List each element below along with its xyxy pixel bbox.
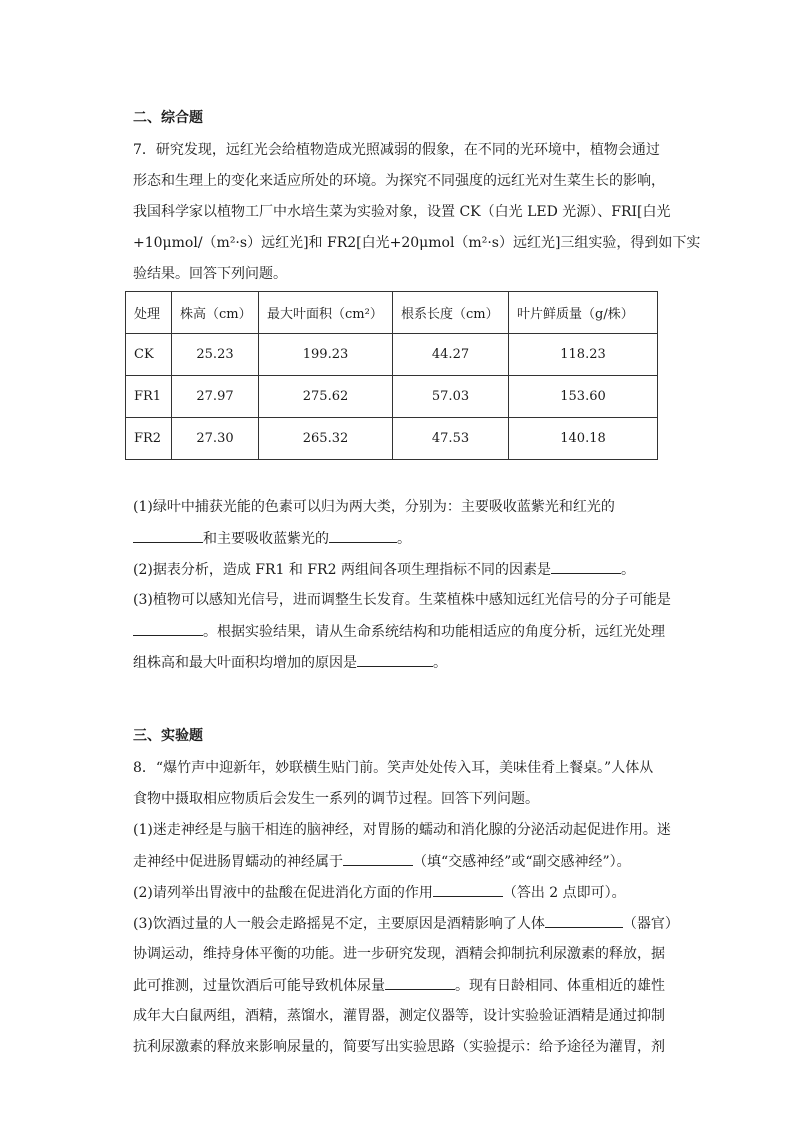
answer-blank[interactable] xyxy=(133,621,203,636)
q7-text-line-1: 7．研究发现，远红光会给植物造成光照减弱的假象，在不同的光环境中，植物会通过 xyxy=(133,142,660,158)
q7-sub1-end: 。 xyxy=(397,531,411,547)
q8-sub3-text: （器官） xyxy=(622,916,679,932)
table-cell: FR1 xyxy=(126,376,172,418)
section-heading-2: 二、综合题 xyxy=(133,110,203,126)
table-cell: 140.18 xyxy=(509,418,658,460)
table-row xyxy=(126,418,658,460)
q8-sub3-line-5: 抗利尿激素的释放来影响尿量的，简要写出实验思路（实验提示：给予途径为灌胃，剂 xyxy=(133,1039,665,1055)
answer-blank[interactable] xyxy=(343,851,413,866)
q7-sub2-line xyxy=(133,559,635,580)
table-cell: 153.60 xyxy=(509,376,658,418)
q8-sub3-line-4: 成年大白鼠两组，酒精，蒸馏水，灌胃器，测定仪器等，设计实验验证酒精是通过抑制 xyxy=(133,1008,665,1024)
q8-sub3-line-1 xyxy=(133,913,679,934)
answer-blank[interactable] xyxy=(385,975,455,990)
q8-sub1-line-1: (1)迷走神经是与脑干相连的脑神经，对胃肠的蠕动和消化腺的分泌活动起促进作用。迷 xyxy=(133,822,671,838)
q7-sub3-end: 。 xyxy=(433,655,447,671)
q7-text-line-4: +10μmol/（m²·s）远红光]和 FR2[白光+20μmol（m²·s）远红光]三组实验，得到如下实 xyxy=(133,235,701,251)
q7-sub3-line-1: (3)植物可以感知光信号，进而调整生长发育。生菜植株中感知远红光信号的分子可能是 xyxy=(133,592,671,608)
q7-sub2-end: 。 xyxy=(620,562,635,578)
table-cell: FR2 xyxy=(126,418,172,460)
answer-blank[interactable] xyxy=(433,882,503,897)
table-header-row xyxy=(126,292,658,334)
table-cell: 27.97 xyxy=(172,376,259,418)
q7-sub3-text: 组株高和最大叶面积均增加的原因是 xyxy=(133,655,357,671)
q8-sub1-text: 走神经中促进肠胃蠕动的神经属于 xyxy=(133,854,343,870)
q8-text-line-2: 食物中摄取相应物质后会发生一系列的调节过程。回答下列问题。 xyxy=(133,791,539,807)
q8-sub3-text: 。现有日龄相同、体重相近的雄性 xyxy=(455,978,665,994)
answer-blank[interactable] xyxy=(545,913,623,928)
table-cell: 25.23 xyxy=(172,334,259,376)
q8-sub1-end: （填“交感神经”或“副交感神经”）。 xyxy=(413,854,631,870)
answer-blank[interactable] xyxy=(329,528,397,543)
table-cell: 47.53 xyxy=(393,418,509,460)
table-header-cell: 叶片鲜质量（g/株） xyxy=(509,292,658,334)
table-cell: 265.32 xyxy=(259,418,393,460)
q7-sub3-text: 。根据实验结果，请从生命系统结构和功能相适应的角度分析，远红光处理 xyxy=(203,624,665,640)
results-table xyxy=(125,291,658,460)
q8-sub2-text: (2)请列举出胃液中的盐酸在促进消化方面的作用 xyxy=(133,885,433,901)
q7-sub3-line-2 xyxy=(133,621,665,642)
q8-sub2-line xyxy=(133,882,626,903)
table-cell: 44.27 xyxy=(393,334,509,376)
table-row xyxy=(126,334,658,376)
q8-sub3-text: (3)饮酒过量的人一般会走路摇晃不定，主要原因是酒精影响了人体 xyxy=(133,916,545,932)
table-cell: 199.23 xyxy=(259,334,393,376)
q7-sub2-text: (2)据表分析，造成 FR1 和 FR2 两组间各项生理指标不同的因素是 xyxy=(133,562,551,578)
q7-text-line-5: 验结果。回答下列问题。 xyxy=(133,266,287,282)
q8-sub3-text: 此可推测，过量饮酒后可能导致机体尿量 xyxy=(133,978,385,994)
answer-blank[interactable] xyxy=(133,528,203,543)
q8-sub2-end: （答出 2 点即可）。 xyxy=(502,885,626,901)
table-row xyxy=(126,376,658,418)
q7-sub3-line-3 xyxy=(133,652,447,673)
table-header-cell: 株高（cm） xyxy=(172,292,259,334)
table-header-cell: 根系长度（cm） xyxy=(393,292,509,334)
q7-text-line-3: 我国科学家以植物工厂中水培生菜为实验对象，设置 CK（白光 LED 光源）、FRI[白光 xyxy=(133,204,671,220)
q8-text-line-1: 8．“爆竹声中迎新年，妙联横生贴门前。笑声处处传入耳，美味佳肴上餐桌。”人体从 xyxy=(133,760,654,776)
answer-blank[interactable] xyxy=(357,652,433,667)
q7-sub1-line-1: (1)绿叶中捕获光能的色素可以归为两大类，分别为：主要吸收蓝紫光和红光的 xyxy=(133,499,615,515)
q7-sub1-line-2 xyxy=(133,528,411,549)
q8-sub1-line-2 xyxy=(133,851,631,872)
table-cell: 27.30 xyxy=(172,418,259,460)
section-heading-3: 三、实验题 xyxy=(133,728,203,744)
q8-sub3-line-3 xyxy=(133,975,665,996)
table-header-cell: 最大叶面积（cm²） xyxy=(259,292,393,334)
q7-sub1-text: 和主要吸收蓝紫光的 xyxy=(203,531,329,547)
table-cell: 275.62 xyxy=(259,376,393,418)
table-header-cell: 处理 xyxy=(126,292,172,334)
q8-sub3-line-2: 协调运动，维持身体平衡的功能。进一步研究发现，酒精会抑制抗利尿激素的释放，据 xyxy=(133,946,665,962)
q7-text-line-2: 形态和生理上的变化来适应所处的环境。为探究不同强度的远红光对生菜生长的影响， xyxy=(133,173,665,189)
table-cell: 57.03 xyxy=(393,376,509,418)
answer-blank[interactable] xyxy=(551,559,621,574)
table-cell: CK xyxy=(126,334,172,376)
table-cell: 118.23 xyxy=(509,334,658,376)
